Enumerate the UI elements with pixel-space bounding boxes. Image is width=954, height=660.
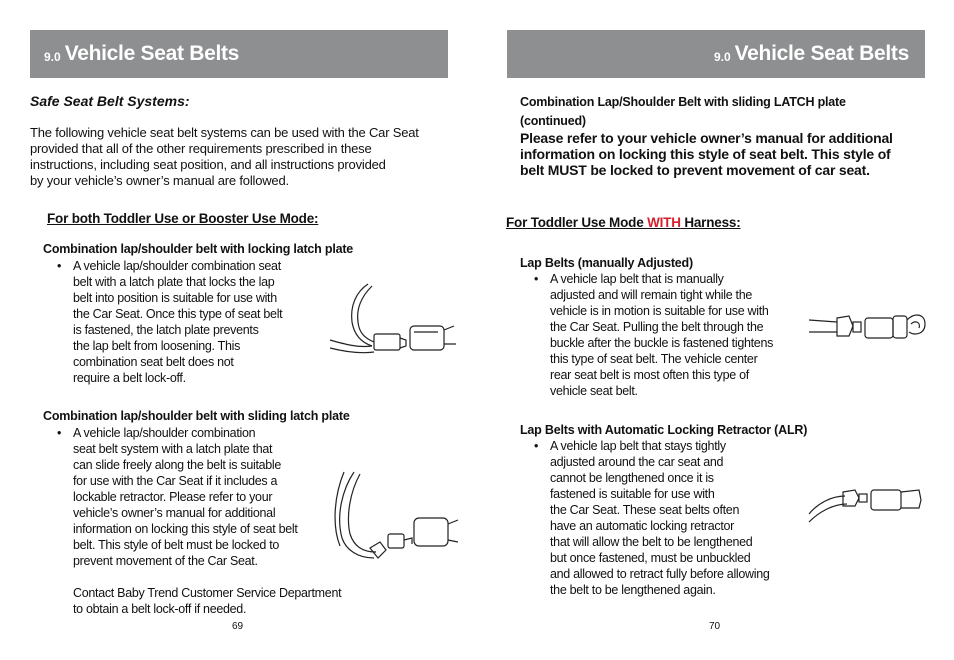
intro-paragraph [30, 125, 450, 189]
section-heading: For both Toddler Use or Booster Use Mode: [47, 211, 319, 226]
contact-note [57, 585, 387, 619]
section-heading [506, 215, 741, 230]
section-number: 9.0 [44, 50, 61, 64]
right-page [477, 0, 954, 660]
intro-line: The following vehicle seat belt systems can be used with the Car Seat [30, 125, 419, 140]
section-header [30, 30, 448, 78]
section-header [507, 30, 925, 78]
item-heading: Lap Belts (manually Adjusted) [520, 256, 693, 270]
item-heading: Combination lap/shoulder belt with sliding latch plate [43, 409, 350, 423]
contact-text: Contact Baby Trend Customer Service Department to obtain a belt lock-off if needed. [73, 586, 342, 616]
latch-heading: Combination Lap/Shoulder Belt with sliding LATCH plate [520, 95, 846, 109]
subtitle: Safe Seat Belt Systems: [30, 93, 190, 109]
manual-lap-belt-illustration [807, 310, 927, 346]
section-title: Vehicle Seat Belts [734, 42, 909, 65]
item-heading: Lap Belts with Automatic Locking Retractor (ALR) [520, 423, 808, 437]
item-heading: Combination lap/shoulder belt with locking latch plate [43, 242, 354, 256]
page-number: 70 [709, 621, 721, 632]
section-number: 9.0 [713, 50, 731, 64]
bullet-dot: • [57, 426, 62, 440]
intro-line: provided that all of the other requirements prescribed in these [30, 141, 372, 156]
latch-continued: (continued) [520, 114, 586, 128]
section-heading-pre: For Toddler Use Mode [506, 215, 648, 230]
bullet-dot: • [57, 259, 62, 273]
section-heading-emphasis: WITH [647, 215, 681, 230]
alr-lap-belt-illustration [807, 484, 927, 528]
bullet-item [534, 438, 814, 603]
page-number: 69 [232, 621, 244, 632]
intro-line: instructions, including seat position, and all instructions provided [30, 157, 386, 172]
section-heading-post: Harness: [680, 215, 741, 230]
section-title: Vehicle Seat Belts [64, 42, 240, 65]
bullet-item [534, 271, 814, 401]
bullet-text: A vehicle lap belt that stays tightly adjusted around the car seat and cannot be lengthened once it is fastened is suitable for use with the Car Seat. These seat belts often have an automatic locking retractor that will allow the belt to be lengthened but once fastened, must be unbuckled and allowed to retract fully before allowing the belt to be lengthened again. [550, 439, 770, 597]
bullet-item [57, 258, 317, 388]
bullet-dot: • [534, 272, 539, 286]
intro-line: by your vehicle’s owner’s manual are followed. [30, 173, 289, 188]
bullet-dot: • [534, 439, 539, 453]
sliding-latch-belt-illustration [330, 470, 460, 565]
locking-latch-belt-illustration [328, 282, 458, 357]
bullet-text: A vehicle lap belt that is manually adjusted and will remain tight while the vehicle is in motion is suitable for use with the Car Seat. Pulling the belt through the buckle after the buckle is fastened tightens this type of seat belt. The vehicle center rear seat belt is most often this type of vehicle seat belt. [550, 272, 774, 398]
latch-note: Please refer to your vehicle owner’s manual for additional information on locking this style of seat belt. This style of belt MUST be locked to prevent movement of car seat. [520, 130, 893, 178]
bullet-text: A vehicle lap/shoulder combination seat belt with a latch plate that locks the lap belt into position is suitable for use with the Car Seat. Once this type of seat belt is fastened, the latch plate prevents the lap belt from loosening. This combination seat belt does not require a belt lock-off. [73, 259, 283, 385]
bullet-text: A vehicle lap/shoulder combination seat belt system with a latch plate that can slide freely along the belt is suitable for use with the Car Seat if it includes a lockable retractor. Please refer to your vehicle’s owner’s manual for additional information on locking this style of seat belt belt. This style of belt must be locked to prevent movement of the Car Seat. [73, 426, 298, 568]
